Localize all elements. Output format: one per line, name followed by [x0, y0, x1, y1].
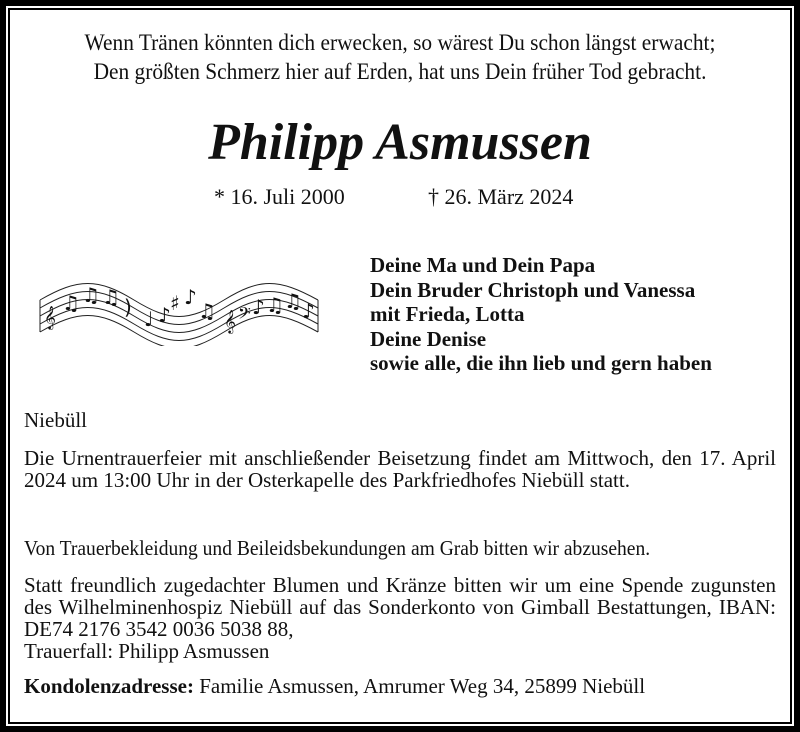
svg-text:♩: ♩: [144, 307, 154, 331]
mourners-list: [370, 253, 712, 376]
svg-text:𝄞: 𝄞: [44, 305, 56, 329]
svg-text:♫: ♫: [266, 293, 284, 317]
svg-text:): ): [124, 295, 132, 319]
condolence-address: [24, 675, 776, 697]
svg-text:♫: ♫: [102, 285, 120, 309]
ceremony-paragraph: Die Urnentrauerfeier mit anschließender Beisetzung findet am Mittwoch, den 17. April 2024 um 13:00 Uhr in der Osterkapelle des Parkfriedhofes Niebüll statt.: [24, 446, 776, 492]
music-staff-icon: [38, 278, 320, 346]
donation-text: Statt freundlich zugedachter Blumen und Kränze bitten wir um eine Spende zugunsten des Wilhelminenhospiz Niebüll auf das Sonderkonto von Gimball Bestattungen, IBAN: DE74 2176 3542 0036 5038 88,: [24, 573, 776, 641]
svg-text:♫: ♫: [62, 291, 80, 315]
svg-text:♫: ♫: [284, 289, 302, 313]
mourner-line: Deine Denise: [370, 326, 487, 351]
svg-text:♪: ♪: [252, 295, 265, 319]
svg-text:♫: ♫: [82, 283, 100, 307]
birth-date: * 16. Juli 2000: [214, 184, 345, 209]
svg-text:♪: ♪: [184, 285, 197, 309]
attire-paragraph: Von Trauerbekleidung und Beileidsbekundungen am Grab bitten wir abzusehen.: [24, 536, 651, 560]
death-date: † 26. März 2024: [428, 184, 574, 209]
svg-text:𝄞: 𝄞: [224, 309, 236, 333]
svg-text:♯: ♯: [170, 291, 180, 315]
memorial-verse: [28, 28, 772, 86]
svg-text:♪: ♪: [302, 299, 315, 323]
deceased-name: Philipp Asmussen: [208, 114, 592, 171]
condolence-address-text: Familie Asmussen, Amrumer Weg 34, 25899 Niebüll: [199, 674, 646, 698]
verse-line-1: Wenn Tränen könnten dich erwecken, so wärest Du schon längst erwacht;: [84, 30, 716, 55]
mourner-line: Deine Ma und Dein Papa: [370, 253, 596, 277]
location: Niebüll: [24, 408, 87, 432]
svg-text:♪: ♪: [158, 303, 171, 327]
condolence-label: Kondolenzadresse:: [24, 674, 194, 698]
mourner-line: sowie alle, die ihn lieb und gern haben: [370, 351, 712, 375]
mourner-line: Dein Bruder Christoph und Vanessa: [370, 277, 696, 302]
donation-paragraph: [24, 574, 776, 662]
mourner-line: mit Frieda, Lotta: [370, 302, 525, 326]
svg-text:𝄢: 𝄢: [238, 303, 251, 327]
svg-text:♫: ♫: [198, 299, 216, 323]
donation-reference: Trauerfall: Philipp Asmussen: [24, 639, 270, 663]
verse-line-2: Den größten Schmerz hier auf Erden, hat uns Dein früher Tod gebracht.: [93, 59, 707, 84]
